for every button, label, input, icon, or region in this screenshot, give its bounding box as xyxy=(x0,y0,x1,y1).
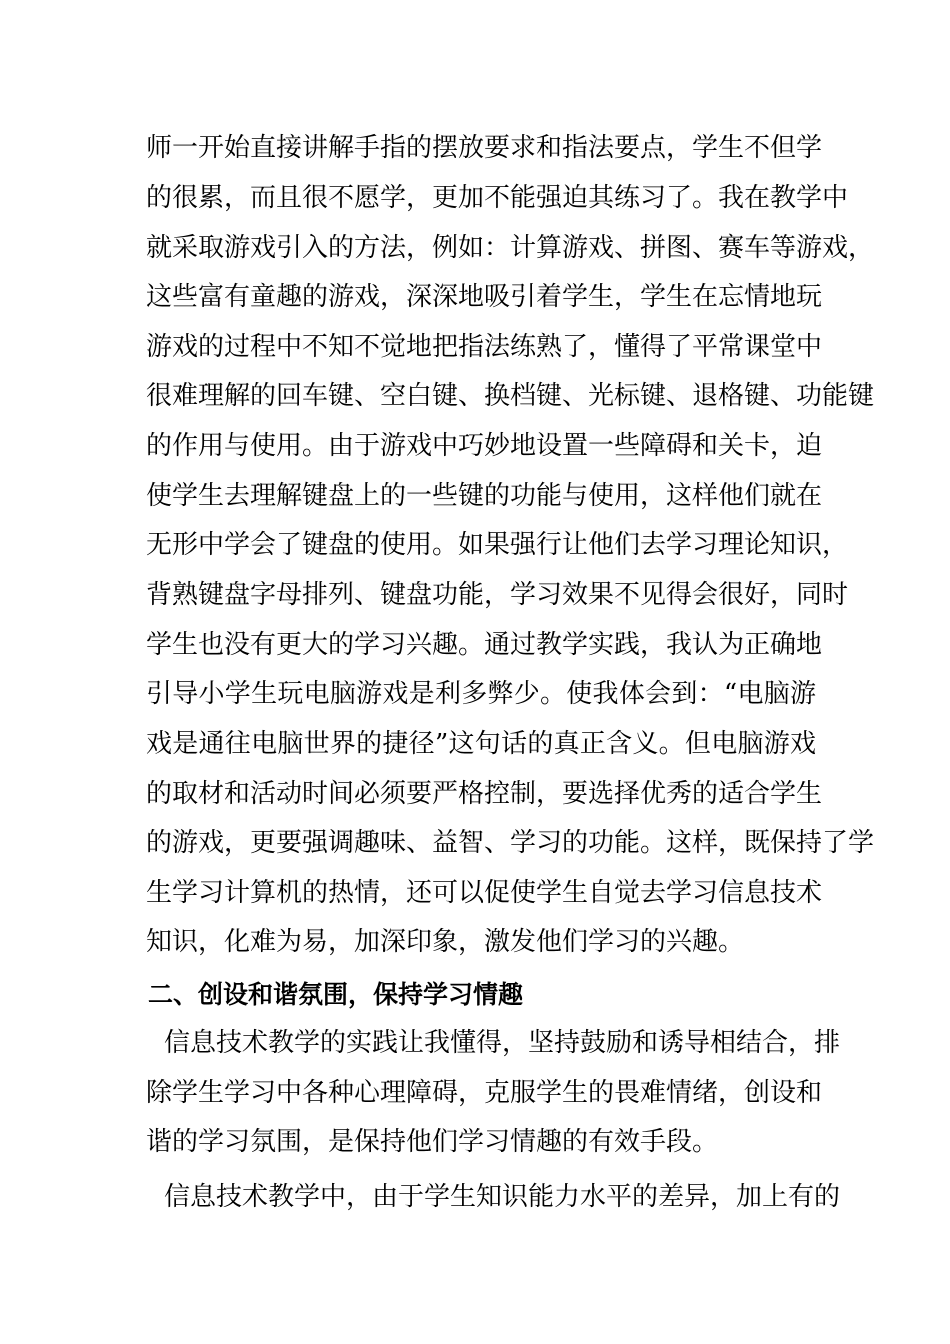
section-heading: 二、创设和谐氛围，保持学习情趣 xyxy=(148,980,524,1009)
text-line: 游戏的过程中不知不觉地把指法练熟了，懂得了平常课堂中 xyxy=(146,332,823,362)
text-line: 背熟键盘字母排列、键盘功能，学习效果不见得会很好，同时 xyxy=(146,580,849,610)
text-line: 就采取游戏引入的方法，例如：计算游戏、拼图、赛车等游戏， xyxy=(146,233,875,263)
text-line: 使学生去理解键盘上的一些键的功能与使用，这样他们就在 xyxy=(146,481,823,511)
text-line: 生学习计算机的热情，还可以促使学生自觉去学习信息技术 xyxy=(146,878,823,908)
text-line: 学生也没有更大的学习兴趣。通过教学实践，我认为正确地 xyxy=(146,630,823,660)
text-line: 知识，化难为易，加深印象，激发他们学习的兴趣。 xyxy=(146,927,745,957)
text-line: 的很累，而且很不愿学，更加不能强迫其练习了。我在教学中 xyxy=(146,183,849,213)
text-line: 引导小学生玩电脑游戏是利多弊少。使我体会到：“电脑游 xyxy=(146,679,816,709)
text-line: 谐的学习氛围，是保持他们学习情趣的有效手段。 xyxy=(146,1127,719,1157)
text-line: 信息技术教学的实践让我懂得，坚持鼓励和诱导相结合，排 xyxy=(164,1028,841,1058)
text-line: 无形中学会了键盘的使用。如果强行让他们去学习理论知识， xyxy=(146,530,849,560)
text-line: 这些富有童趣的游戏，深深地吸引着学生，学生在忘情地玩 xyxy=(146,282,823,312)
text-line: 的取材和活动时间必须要严格控制，要选择优秀的适合学生 xyxy=(146,779,823,809)
text-line: 信息技术教学中，由于学生知识能力水平的差异，加上有的 xyxy=(164,1182,841,1212)
text-line: 师一开始直接讲解手指的摆放要求和指法要点，学生不但学 xyxy=(146,133,823,163)
text-line: 很难理解的回车键、空白键、换档键、光标键、退格键、功能键 xyxy=(146,381,875,411)
text-line: 戏是通往电脑世界的捷径”这句话的真正含义。但电脑游戏 xyxy=(146,729,816,759)
text-line: 的作用与使用。由于游戏中巧妙地设置一些障碍和关卡，迫 xyxy=(146,431,823,461)
text-line: 除学生学习中各种心理障碍，克服学生的畏难情绪，创设和 xyxy=(146,1078,823,1108)
text-line: 的游戏，更要强调趣味、益智、学习的功能。这样，既保持了学 xyxy=(146,828,875,858)
